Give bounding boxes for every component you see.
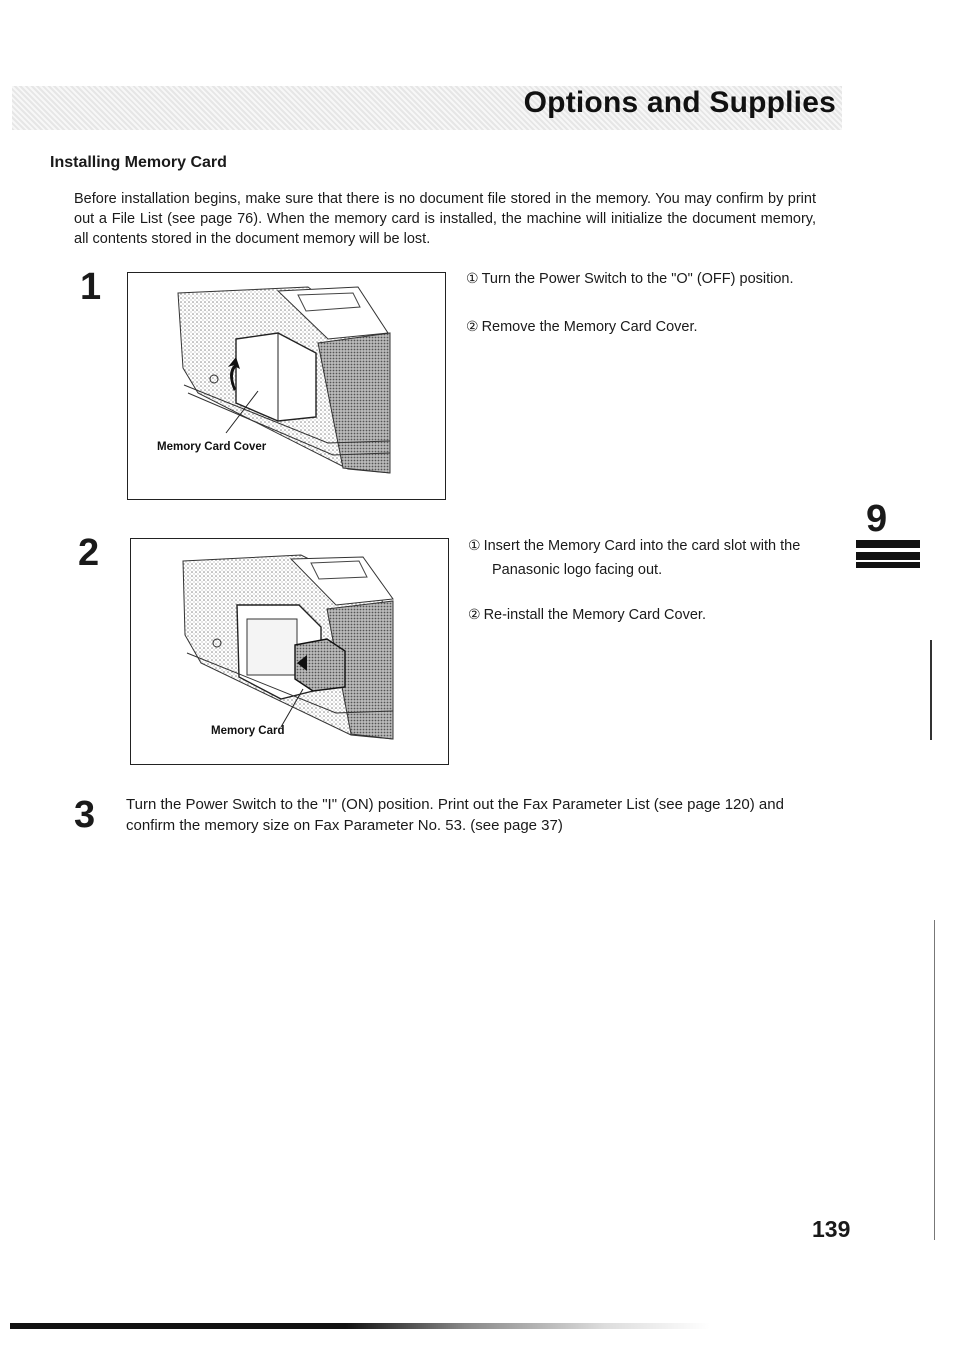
circled-number-1: ①: [468, 537, 481, 553]
instruction-text: Insert the Memory Card into the card slot with the: [483, 538, 801, 554]
step-2-instruction-1: [468, 533, 838, 582]
fax-machine-illustration-1: [128, 273, 445, 499]
page-number: 139: [812, 1216, 851, 1242]
chapter-tab-bar: [856, 540, 920, 548]
circled-number-2: ②: [468, 606, 481, 622]
step-3-number: 3: [74, 794, 96, 836]
chapter-tab-bar: [856, 552, 920, 560]
circled-number-1: ①: [466, 270, 479, 286]
instruction-text: Re-install the Memory Card Cover.: [483, 607, 706, 623]
intro-paragraph: Before installation begins, make sure that there is no document file stored in the memory. You may confirm by print out a File List (see page 76). When the memory card is installed, the machine will initialize the document memory, all contents stored in the document memory will be lost.: [74, 191, 816, 247]
instruction-continuation: Panasonic logo facing out.: [492, 562, 663, 578]
step-2-number: 2: [78, 532, 100, 574]
step-1-instruction-1: [466, 266, 836, 291]
step-1-number: 1: [80, 266, 102, 308]
step-1-instruction-2: [466, 314, 836, 339]
page-title: Options and Supplies: [523, 86, 836, 119]
chapter-number: 9: [866, 498, 888, 540]
instruction-text: Turn the Power Switch to the "O" (OFF) position.: [481, 271, 794, 287]
instruction-text: Remove the Memory Card Cover.: [481, 319, 698, 335]
bottom-rule: [10, 1323, 710, 1329]
scan-edge-mark: [934, 920, 935, 1240]
fax-machine-illustration-2: [131, 539, 448, 764]
memory-card-cover-label: Memory Card Cover: [157, 441, 267, 453]
step-2-figure: [130, 538, 449, 765]
chapter-tab-bar: [856, 562, 920, 568]
step-1-figure: [127, 272, 446, 500]
scan-edge-mark: [930, 640, 932, 740]
section-heading: Installing Memory Card: [50, 154, 227, 171]
circled-number-2: ②: [466, 318, 479, 334]
step-2-instruction-2: [468, 602, 838, 627]
step-3-text: Turn the Power Switch to the "I" (ON) position. Print out the Fax Parameter List (see page 120) and confirm the memory size on Fax Parameter No. 53. (see page 37): [126, 796, 784, 834]
memory-card-label: Memory Card: [211, 725, 285, 737]
